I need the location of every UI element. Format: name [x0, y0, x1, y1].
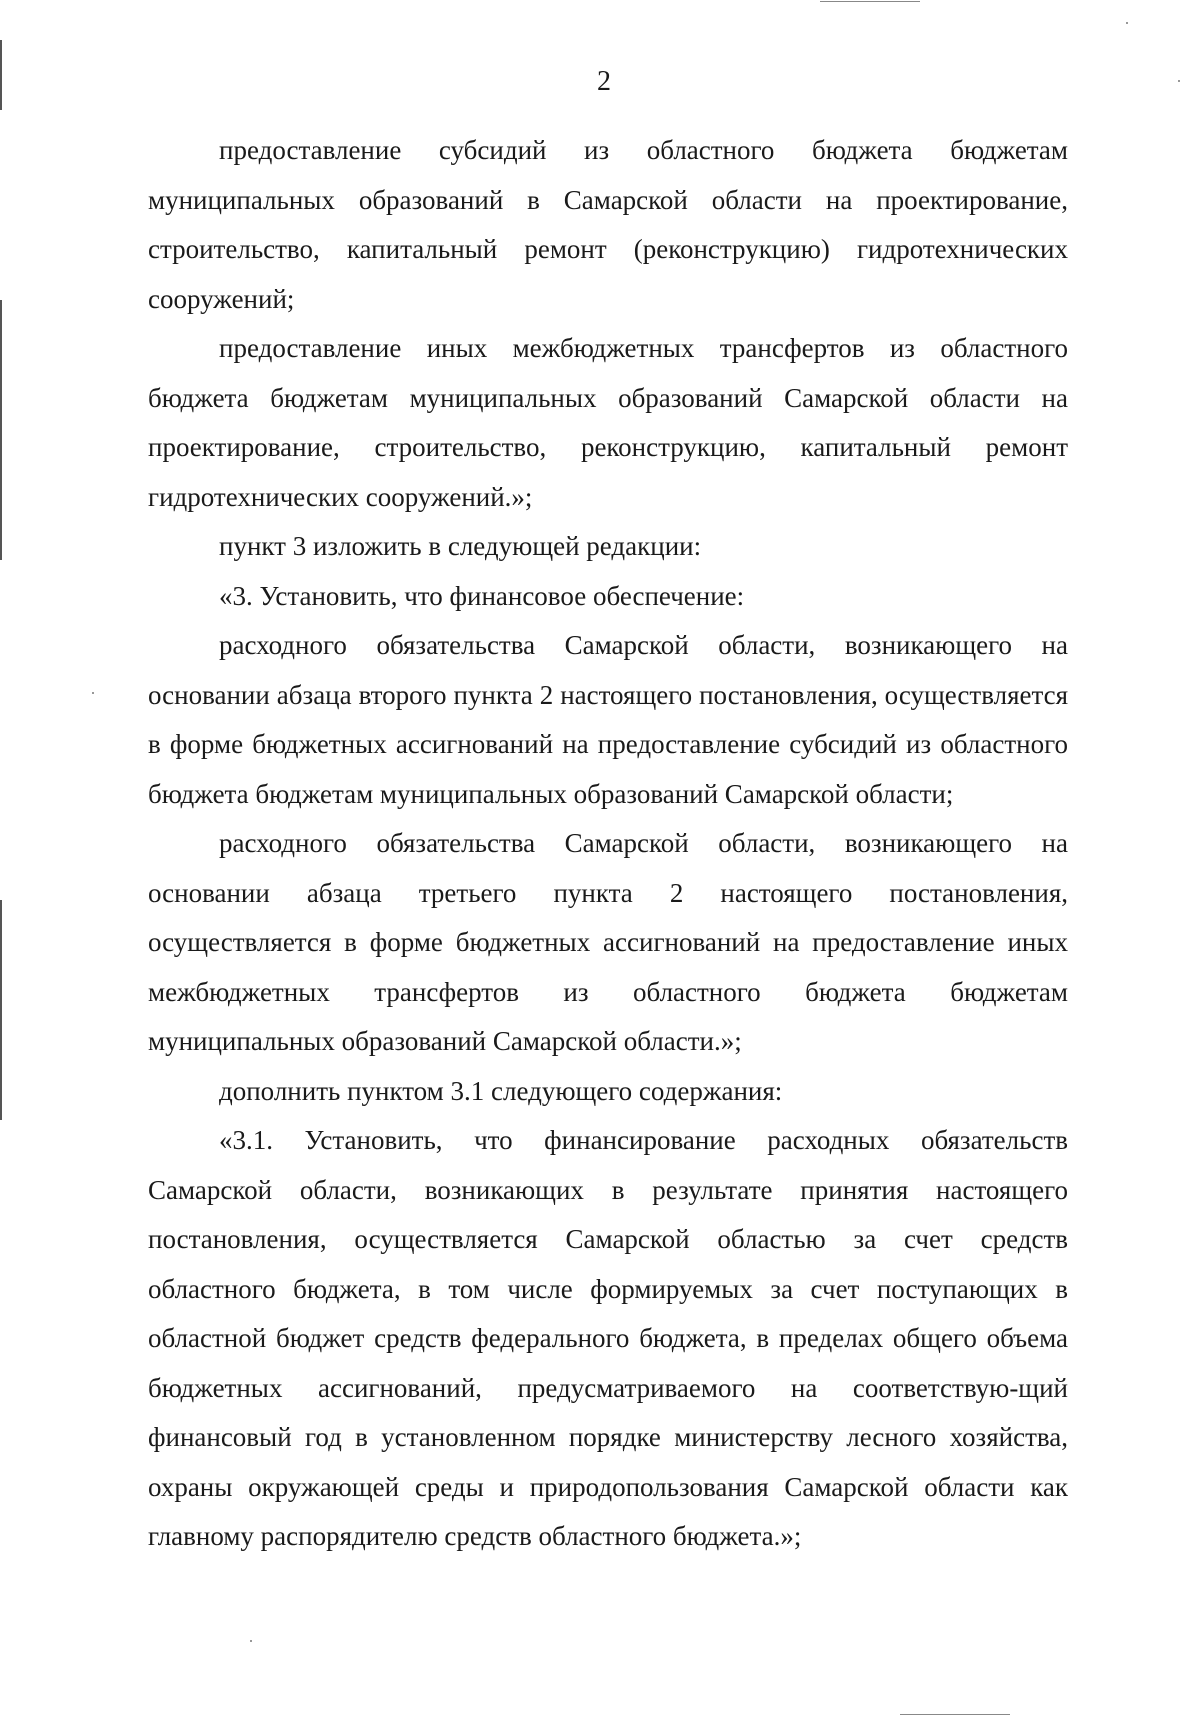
scan-speck: [92, 692, 94, 694]
paragraph: предоставление иных межбюджетных трансфертов из областного бюджета бюджетам муниципальных образований Самарской области на проектирование, строительство, реконструкцию, капитальный ремонт гидротехнических сооружений.»;: [148, 333, 1068, 512]
paragraph: «3. Установить, что финансовое обеспечение:: [219, 580, 745, 611]
paragraph: пункт 3 изложить в следующей редакции:: [219, 531, 702, 561]
scan-speck: [250, 1640, 252, 1642]
scan-rule: [820, 1, 920, 2]
paragraph: предоставление субсидий из областного бюджета бюджетам муниципальных образований в Самарской области на проектирование, строительство, капитальный ремонт (реконструкцию) гидротехнических сооружений;: [148, 135, 1068, 314]
scan-speck: [1126, 22, 1128, 24]
page-number: 2: [597, 66, 611, 97]
paragraph: расходного обязательства Самарской области, возникающего на основании абзаца второго пункта 2 настоящего постановления, осуществляется в форме бюджетных ассигнований на предоставление субсидий из областного бюджета бюджетам муниципальных образований Самарской области;: [148, 630, 1068, 809]
paragraph: дополнить пунктом 3.1 следующего содержания:: [219, 1075, 783, 1106]
scan-edge-mark: [0, 900, 2, 1120]
document-body: [148, 126, 1068, 1562]
paragraph: расходного обязательства Самарской области, возникающего на основании абзаца третьего пункта 2 настоящего постановления, осуществляется в форме бюджетных ассигнований на предоставление иных межбюджетных трансфертов из областного бюджета бюджетам муниципальных образований Самарской области.»;: [148, 828, 1068, 1056]
paragraph: «3.1. Установить, что финансирование расходных обязательств Самарской области, возникающих в результате принятия настоящего постановления, осуществляется Самарской областью за счет средств областного бюджета, в том числе формируемых за счет поступающих в областной бюджет средств федерального бюджета, в пределах общего объема бюджетных ассигнований, предусматриваемого на соответствую-щий финансовый год в установленном порядке министерству лесного хозяйства, охраны окружающей среды и природопользования Самарской области как главному распорядителю средств областного бюджета.»;: [148, 1125, 1068, 1551]
scan-edge-mark: [0, 300, 2, 560]
scan-rule: [900, 1714, 1010, 1715]
